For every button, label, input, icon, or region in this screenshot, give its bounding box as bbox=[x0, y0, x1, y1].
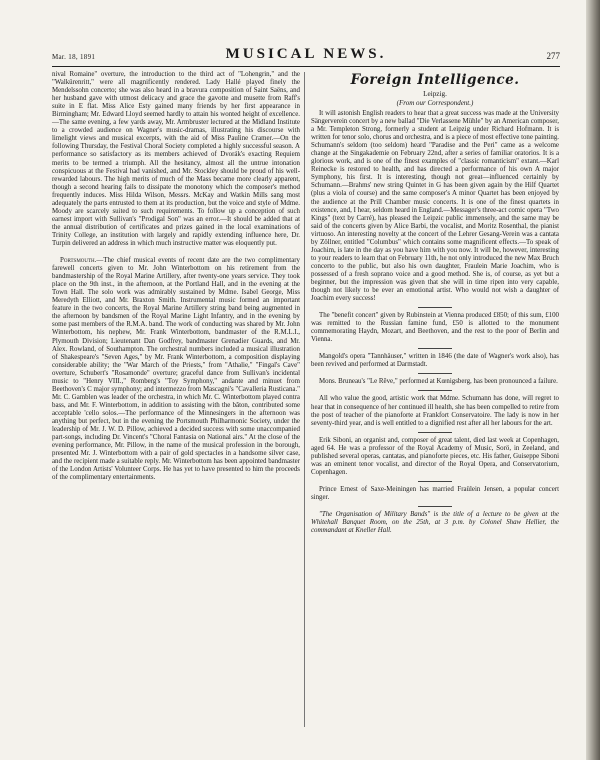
leipzig-subhead: Leipzig. bbox=[423, 90, 447, 98]
bruneau-item: Mons. Bruneau's "Le Rêve," performed at Kœnigsberg, has been pronounced a failure. bbox=[319, 378, 558, 386]
publication-title: MUSICAL NEWS. bbox=[225, 46, 387, 62]
page-binding-edge bbox=[586, 0, 600, 760]
section-rule bbox=[418, 390, 452, 391]
section-rule bbox=[418, 506, 452, 507]
section-rule bbox=[418, 348, 452, 349]
rubinstein-item: The "benefit concert" given by Rubinstein at Vienna produced £850; of this sum, £100 was remitted to the Russian famine fund, £50 is allotted to the monument commemorating Haydn, Mozart, and Beethoven, and the rest to the poor of Berlin and Vienna. bbox=[311, 312, 559, 344]
issue-date: Mar. 18, 1891 bbox=[52, 53, 96, 61]
section-rule bbox=[418, 373, 452, 374]
correspondent-byline: (From our Correspondent.) bbox=[396, 99, 474, 107]
section-rule bbox=[418, 432, 452, 433]
portsmouth-lead: Portsmouth. bbox=[60, 257, 97, 265]
left-column bbox=[52, 71, 300, 484]
siboni-item: Erik Siboni, an organist and, composer of great talent, died last week at Copenhagen, aged 64. He was a professor of the Royal Academy of Music, Sorö, in Zeeland, and published several operas, cantatas, and pianoforte pieces, etc. His father, Guiseppe Siboni was an eminent tenor vocalist, and director of the Royal Opera, and Conservatorium, Copenhagen. bbox=[311, 436, 559, 476]
leipzig-report: It will astonish English readers to hear that a great success was made at the University Sängerverein concert by a new ballad "Die Verlassene Mühle" by an American composer, a Mr. Templeton Strong, formerly a student at Leipzig under Richard Hofmann. It is written for tenor solo, chorus and orchestra, and is a piece of most effective tone painting. Schumann's seldom (too seldom) heard "Paradise and the Peri" came as a welcome change at the Singakademie on February 22nd, after a series of familiar oratorios. It is a glorious work, and is one of the finest examples of "classic romanticism" extant.—Karl Reinecke is restored to health, and has directed a performance of his own A major Symphony, his first. It is interesting, though not great—influenced certainly by Schumann.—Brahms' new string Quintet in G has been given again by the Hilf Quartet (plus a viola of course) and the same composer's A minor Quartet has been enjoyed by the audience at the Prill Chamber music concerts. It is one of the finest quartets in existence, and, I hear, seldom heard in England.—Messager's three-act comic opera "Two Kings" (text by Carré), has pleased the Leipzic public immensely, and the same may be said of the concerts given by Alice Barbi, the vocalist, and Moritz Rosenthal, the pianist virtuoso. An interesting novelty at the concert of the Lehrer Gesang-Verein was a cantata by Zöllner, entitled "Columbus" which contains some magnificent effects.—To speak of Joachim, is late in the day as you have him with you now. It will be, however, interesting to your readers to learn that on February 11th, he not only introduced the new Max Bruch concerto to the public, but also his own daughter, Fraulein Marie Joachim, who is possessed of a fresh soprano voice and a good method. She is, of course, as yet but a beginner, but the impression was given that she will in time ripen into very capable, though not likely to be ever an emotional artist. Who would not wish a daughter of Joachim every success! bbox=[311, 110, 559, 303]
column-divider bbox=[304, 72, 305, 727]
portsmouth-body: —The chief musical events of recent date are the two complimentary farewell concerts given to Mr. John Winterbottom on his retirement from the bandmastership of the Royal Marine Artillery, after twenty-one years service. They took place on the 9th inst., in the afternoon, at the Portland Hall, and in the evening at the Town Hall. The solo work was admirably sustained by Mdme. Isabel George, Miss Meredyth Elliott, and Mr. Braxton Smith. Instrumental music formed an important feature in the two concerts, the Royal Marine Artillery string band being augmented in the afternoon by bandsmen of the Royal Marine Light Infantry, and in the evening by some past members of the R.M.A. band. The work of conducting was shared by Mr. John Winterbottom, his nephew, Mr. Frank Winterbottom, bandmaster of the R.M.L.I., Plymouth Division; Lieutenant Dan Godfrey, bandmaster Grenadier Guards, and Mr. Alex. Rowland, of Southampton. The orchestral numbers included a musical illustration of Shakespeare's "Seven Ages," by Mr. Frank Winterbottom, a composition displaying considerable ability; the "War March of the Priests," from "Athalie," "Fingal's Cave" overture, Schubert's "Rosamonde" overture; graceful dance from Sullivan's incidental music to "Henry VIII.," Romberg's "Toy Symphony," andante and minuet from Beethoven's C major symphony; and intermezzo from Mascagni's "Cavalleria Rusticana." Mr. C. Gamblen was leader of the orchestra, in which Mr. C. Winterbottom played contra bass, and Mr. F. Winterbottom, in addition to assisting with the bâton, contributed some acceptable 'cello solos.—The performance of the Minnesingers in the afternoon was anything but perfect, but in the evening the Portsmouth Philharmonic Society, under the leadership of Mr. J. W. D. Pillow, achieved a decided success with some unaccompanied part-songs, including Dr. Vincent's "Choral Fantasia on National airs." At the close of the evening performance, Mr. Pillow, in the name of the musical profession in the borough, presented Mr. J. Winterbottom with a pair of gold spectacles in a handsome silver case, and the recipient made a suitable reply. Mr. Winterbottom has been appointed bandmaster of the London Artists' Volunteer Corps. He has yet to have presented to him the proceeds of the complimentary entertainments. bbox=[52, 257, 300, 482]
mangold-item: Mangold's opera "Tannhäuser," written in 1846 (the date of Wagner's work also), has been revived and performed at Darmstadt. bbox=[311, 353, 559, 369]
section-rule bbox=[418, 481, 452, 482]
right-column bbox=[311, 71, 559, 537]
saxe-meiningen-item: Prince Ernest of Saxe-Meiningen has married Fraülein Jensen, a popular concert singer. bbox=[311, 485, 559, 501]
section-rule bbox=[418, 307, 452, 308]
lecture-notice: "The Organisation of Military Bands" is the title of a lecture to be given at the Whitehall Banquet Room, on the 25th, at 3 p.m. by Colonel Shaw Hellier, the commandant at Kneller Hall. bbox=[311, 510, 559, 535]
birmingham-report: nival Romaine" overture, the introduction to the third act of "Lohengrin," and the "Walkürenritt," were all magnificently rendered. Lady Hallé played finely the Mendelssohn concerto; she was also heard in a bravura composition of Saint Saëns, and her husband gave with utmost delicacy and grace the gavotte and musette from Raff's suite in E flat. Miss Alice Esty gained many friends by her first appearance in Birmingham; Mr. Edward Lloyd seemed hardly to attain his wonted height of excellence.—The same evening, a few yards away, Mr. Armbruster lectured at the Midland Institute to a crowded audience on Wagner's music-dramas, illustrating his discourse with limelight views and musical excerpts, with the aid of Miss Pauline Cramer.—On the following Thursday, the Festival Choral Society completed a highly successful season. A performance so satisfactory as its members achieved of Dvorák's exacting Requiem merits to be termed a triumph. All the hesitancy, almost all the untrue intonation conspicuous at the Festival had vanished, and Mr. Stockley should be proud of his well-rewarded labours. The high merits of much of the Mass became more clearly apparent, though a second hearing fails to dissipate the monotony which the composer's method frequently induces. Miss Hilda Wilson, Messrs. McKay and Watkin Mills sang most adequately the parts entrusted to them at its production, but the voice and style of Mdme. Moody are scarcely suited to such requirements. To follow up a conception of such earnest import with Sullivan's "Prodigal Son" was an error.—It should be added that at the annual distribution of certificates and prizes gained in the local examinations of Trinity College, an institution with largely and rapidly extending influence here, Dr. Turpin delivered an address in which much instructive matter was eloquently put. bbox=[52, 71, 300, 247]
schumann-item: All who value the good, artistic work that Mdme. Schumann has done, will regret to hear that in consequence of her continued ill health, she has been compelled to retire from the post of teacher of the pianoforte at Frankfort Conservatoire. The lady is now in her seventy-third year, and is well entitled to a dignified rest after all her labours for the art. bbox=[311, 395, 559, 427]
page-number: 277 bbox=[546, 51, 560, 61]
section-heading: Foreign Intelligence. bbox=[350, 72, 520, 88]
masthead bbox=[52, 46, 560, 67]
portsmouth-report bbox=[52, 257, 300, 482]
